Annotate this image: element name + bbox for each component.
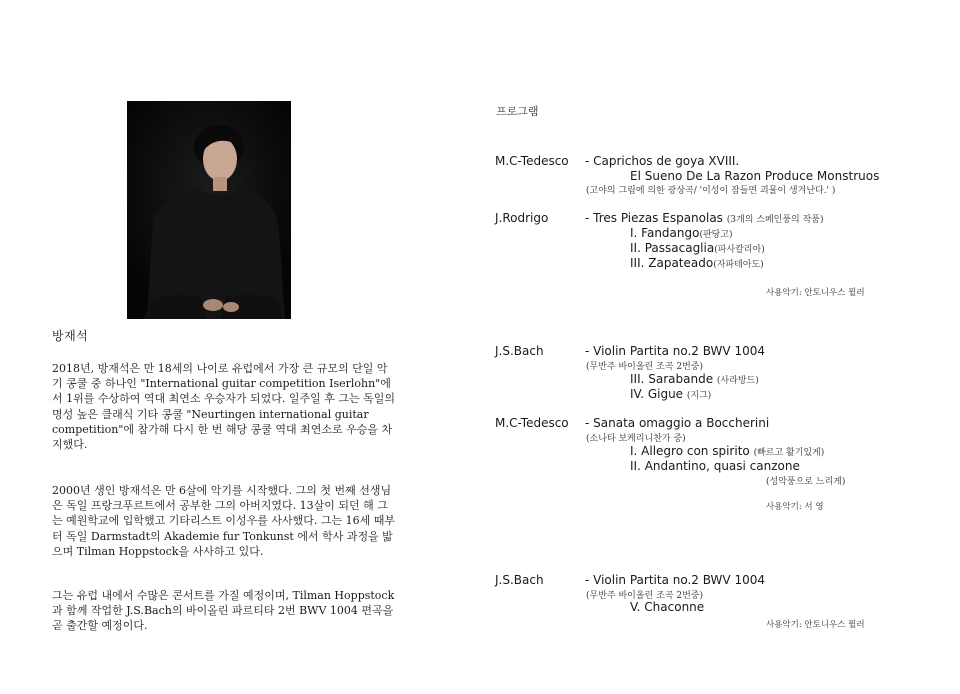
program-movement [630, 372, 759, 386]
instrument-credit: 사용악기: 안토니우스 뮐러 [766, 288, 865, 298]
artist-name: 방재석 [52, 329, 89, 343]
movement-label: I. Allegro con spirito [630, 444, 750, 458]
movement-note: (사라방드) [716, 376, 759, 386]
program-work-title: - Sanata omaggio a Boccherini [585, 416, 770, 430]
bio-paragraph-2: 2000년 생인 방재석은 만 6살에 악기를 시작했다. 그의 첫 번째 선생님은 독일 프랑크푸르트에서 공부한 그의 아버지였다. 13살이 되던 해 그는 예원학교에 입학했고 기타리스트 이성우를 사사했다. 그는 16세 때부터 독일 Darmstadt의 Akademie fur Tonkunst 에서 학사 과정을 밟으며 Tilman Hoppstock을 사사하고 있다. [52, 484, 395, 558]
program-composer: J.S.Bach [495, 573, 544, 587]
program-work-title: - Violin Partita no.2 BWV 1004 [585, 573, 765, 587]
program-work-note: (소나타 보케리니찬가 중) [586, 434, 686, 444]
movement-note: (파사칼리아) [714, 245, 765, 255]
program-work-title: - Caprichos de goya XVIII. [585, 154, 740, 168]
program-movement [630, 387, 711, 401]
program-work-title: - Violin Partita no.2 BWV 1004 [585, 344, 765, 358]
movement-label: I. Fandango [630, 226, 700, 240]
movement-label: III. Zapateado [630, 256, 714, 270]
movement-note: (판당고) [699, 230, 733, 240]
movement-note: (자파테아도) [713, 260, 764, 270]
program-work-title-note: (3개의 스페인풍의 작품) [726, 215, 824, 225]
movement-label: II. Passacaglia [630, 241, 715, 255]
movement-label: IV. Gigue [630, 387, 684, 401]
program-composer: J.S.Bach [495, 344, 544, 358]
program-heading: 프로그램 [496, 105, 539, 118]
program-movement: II. Andantino, quasi canzone [630, 459, 800, 473]
program-work-note: (무반주 바이올린 조곡 2번중) [586, 591, 703, 601]
program-movement [630, 226, 733, 240]
program-movement [630, 444, 824, 458]
program-work-note: (무반주 바이올린 조곡 2번중) [586, 362, 703, 372]
program-work-subtitle: El Sueno De La Razon Produce Monstruos [630, 169, 880, 183]
artist-photo [127, 101, 291, 319]
movement-note: (성악풍으로 느리게) [766, 477, 846, 487]
program-work-note: (고야의 그림에 의한 광상곡/ '이성이 잠들면 괴물이 생겨난다.' ) [586, 186, 836, 196]
movement-note: (지그) [686, 391, 712, 401]
instrument-credit: 사용악기: 서 영 [766, 502, 824, 512]
program-composer: J.Rodrigo [495, 211, 549, 225]
bio-paragraph-3: 그는 유럽 내에서 수많은 콘서트를 가질 예정이며, Tilman Hoppstock과 함께 작업한 J.S.Bach의 바이올린 파르티타 2번 BWV 1004 편곡을 곧 출간할 예정이다. [52, 589, 395, 633]
program-work-title-text: - Tres Piezas Espanolas [585, 211, 723, 225]
program-movement: V. Chaconne [630, 600, 705, 614]
instrument-credit: 사용악기: 안토니우스 뮐러 [766, 620, 865, 630]
program-composer: M.C-Tedesco [495, 154, 569, 168]
movement-label: III. Sarabande [630, 372, 714, 386]
program-movement [630, 241, 765, 255]
bio-paragraph-1: 2018년, 방재석은 만 18세의 나이로 유럽에서 가장 큰 규모의 단일 악기 콩쿨 중 하나인 "International guitar competition Iserlohn"에서 1위를 수상하여 역대 최연소 우승자가 되었다. 일주일 후 그는 독일의 명성 높은 클래식 기타 콩쿨 "Neurtingen international guitar competition"에 참가해 다시 한 번 해당 콩쿨 역대 최연소로 우승을 차지했다. [52, 362, 395, 452]
program-movement [630, 256, 764, 270]
movement-note: (빠르고 활기있게) [753, 448, 825, 458]
program-composer: M.C-Tedesco [495, 416, 569, 430]
program-work-title [585, 211, 823, 225]
